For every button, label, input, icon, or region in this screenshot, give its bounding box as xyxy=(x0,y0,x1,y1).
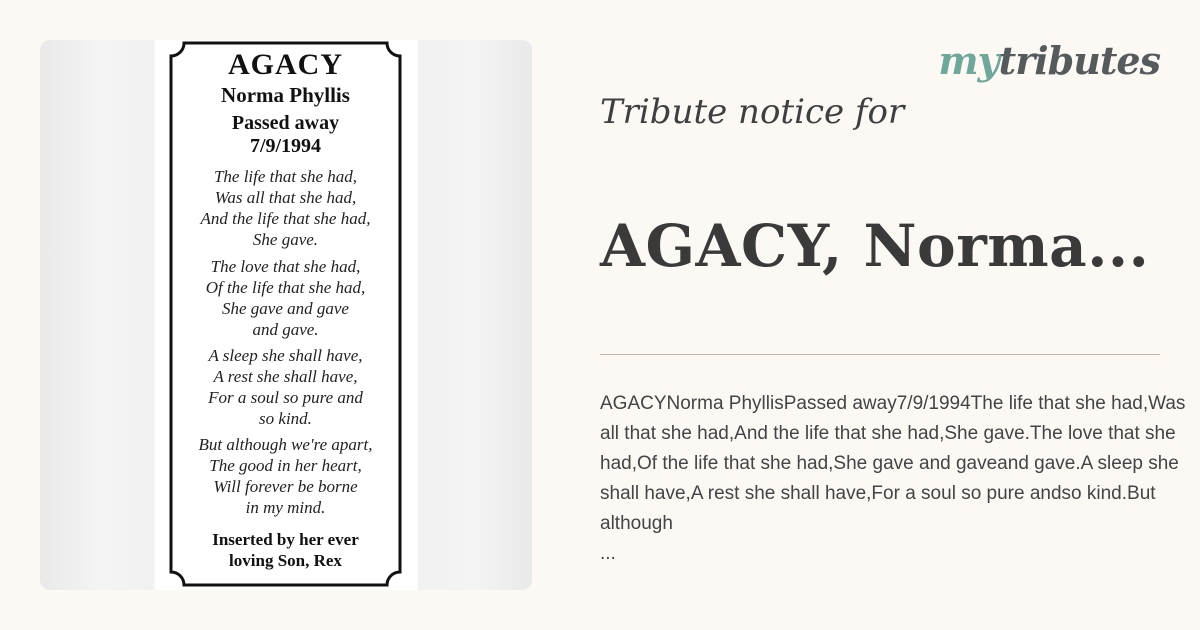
verse-line: in my mind. xyxy=(245,498,326,517)
verse-line: Will forever be borne xyxy=(213,477,358,496)
notice-inserted-by xyxy=(156,529,415,571)
mytributes-logo[interactable] xyxy=(938,38,1160,83)
verse-line: A rest she shall have, xyxy=(213,367,358,386)
page-subtitle: Tribute notice for xyxy=(600,92,905,132)
notice-verse xyxy=(156,345,415,429)
tribute-notice-image xyxy=(40,40,532,590)
verse-line: Of the life that she had, xyxy=(205,278,366,297)
verse-line: so kind. xyxy=(259,409,312,428)
verse-line: She gave. xyxy=(252,230,319,249)
inserted-line: Inserted by her ever xyxy=(212,530,359,549)
verse-line: And the life that she had, xyxy=(200,209,371,228)
logo-suffix: tributes xyxy=(998,38,1160,83)
notice-passed-label: Passed away xyxy=(231,112,340,134)
verse-line: The life that she had, xyxy=(213,167,358,186)
page-title: AGACY, Norma... xyxy=(600,212,1150,280)
logo-prefix: my xyxy=(938,38,999,83)
excerpt-ellipsis: ... xyxy=(600,543,616,564)
notice-excerpt: AGACYNorma PhyllisPassed away7/9/1994The life that she had,Was all that she had,And the life that she had,She gave.The love that she had,Of the life that she had,She gave and gaveand gave.A sleep she shall have,A rest she shall have,For a soul so pure andso kind.But although xyxy=(600,393,1186,534)
verse-line: But although we're apart, xyxy=(198,435,373,454)
verse-line: For a soul so pure and xyxy=(208,388,363,407)
notice-verse xyxy=(156,434,415,518)
verse-line: The good in her heart, xyxy=(209,456,362,475)
verse-line: A sleep she shall have, xyxy=(208,346,363,365)
verse-line: The love that she had, xyxy=(210,257,361,276)
inserted-line: loving Son, Rex xyxy=(229,551,342,570)
notice-surname: AGACY xyxy=(228,48,343,81)
notice-verse xyxy=(156,166,415,250)
notice-full-name: Norma Phyllis xyxy=(221,83,350,107)
notice-verse xyxy=(156,256,415,340)
verse-line: Was all that she had, xyxy=(214,188,357,207)
verse-line: and gave. xyxy=(252,320,319,339)
notice-date: 7/9/1994 xyxy=(249,135,322,157)
notice-content xyxy=(156,40,415,590)
divider xyxy=(600,354,1160,355)
verse-line: She gave and gave xyxy=(222,299,349,318)
